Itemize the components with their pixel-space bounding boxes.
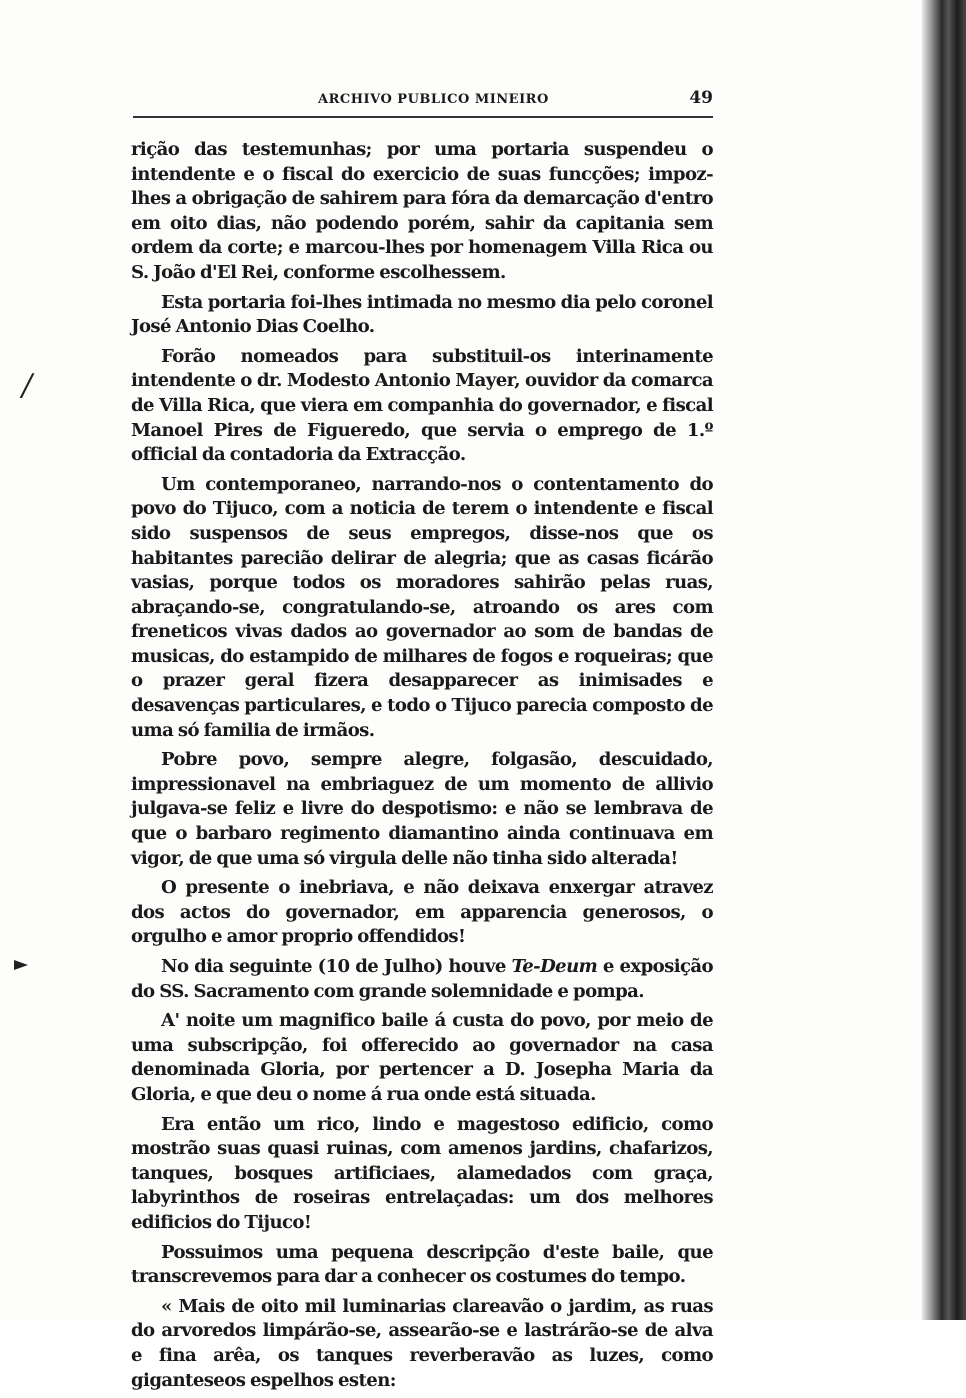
header-rule xyxy=(133,116,713,118)
tedeum-text-after: e exposição do SS. Sacramento com grande solemnidade e pompa. xyxy=(131,956,713,1002)
margin-arrow-icon xyxy=(14,960,28,970)
body-text xyxy=(131,138,713,1398)
paragraph-tedeum xyxy=(131,955,713,1004)
margin-pencil-mark: / xyxy=(22,368,33,403)
tedeum-italic: Te-Deum xyxy=(511,956,598,977)
tedeum-text-before: No dia seguinte (10 de Julho) houve xyxy=(161,956,512,977)
paragraph: Forão nomeados para substituil-os interinamente intendente o dr. Modesto Antonio Mayer, ouvidor da comarca de Villa Rica, que viera em companhia do governador, e fiscal Manoel Pires de Figueredo, que servia o emprego de 1.º official da contadoria da Extracção. xyxy=(131,345,713,466)
running-head-title: ARCHIVO PUBLICO MINEIRO xyxy=(318,92,549,107)
paragraph: Esta portaria foi-lhes intimada no mesmo dia pelo coronel José Antonio Dias Coelho. xyxy=(131,291,713,338)
paragraph: Possuimos uma pequena descripção d'este baile, que transcrevemos para dar a conhecer os costumes do tempo. xyxy=(131,1241,713,1288)
page-number: 49 xyxy=(689,88,713,108)
book-binding-edge xyxy=(922,0,966,1320)
paragraph: Um contemporaneo, narrando-nos o contentamento do povo do Tijuco, com a noticia de terem o intendente e fiscal sido suspensos de seus empregos, disse-nos que os habitantes parecião delirar de alegria; que as casas ficárão vasias, porque todos os moradores sahirão pelas ruas, abraçando-se, congratulando-se, atroando os ares com freneticos vivas dados ao governador ao som de bandas de musicas, do estampido de milhares de fogos e roqueiras; que o prazer geral fizera desapparecer as inimisades e desavenças particulares, e todo o Tijuco parecia composto de uma só familia de irmãos. xyxy=(131,473,713,741)
paragraph: O presente o inebriava, e não deixava enxergar atravez dos actos do governador, em apparencia generosos, o orgulho e amor proprio offendidos! xyxy=(131,877,713,948)
paragraph: Era então um rico, lindo e magestoso edificio, como mostrão suas quasi ruinas, com amenos jardins, chafarizos, tanques, bosques artificiaes, alamedados com graça, labyrinthos de roseiras entrelaçadas: um dos melhores edificios do Tijuco! xyxy=(131,1113,713,1233)
paragraph: Pobre povo, sempre alegre, folgasão, descuidado, impressionavel na embriaguez de um momento de allivio julgava-se feliz e livre do despotismo: e não se lembrava de que o barbaro regimento diamantino ainda continuava em vigor, de que uma só virgula delle não tinha sido alterada! xyxy=(131,749,713,869)
running-head xyxy=(133,88,713,114)
paragraph: A' noite um magnifico baile á custa do povo, por meio de uma subscripção, foi offerecido ao governador na casa denominada Gloria, por pertencer a D. Josepha Maria da Gloria, e que deu o nome á rua onde está situada. xyxy=(131,1010,713,1105)
paragraph-continuation: rição das testemunhas; por uma portaria suspendeu o intendente e o fiscal do exercicio de suas funcções; impoz-lhes a obrigação de sahirem para fóra da demarcação d'entro em oito dias, não podendo porém, sahir da capitania sem ordem da corte; e marcou-lhes por homenagem Villa Rica ou S. João d'El Rei, conforme escolhessem. xyxy=(131,139,713,283)
paragraph-quote: « Mais de oito mil luminarias clareavão o jardim, as ruas do arvoredos limpárão-se, assearão-se e lastrárão-se de alva e fina arêa, os tanques reverberavão as luzes, como giganteseos espelhos esten: xyxy=(131,1295,713,1391)
